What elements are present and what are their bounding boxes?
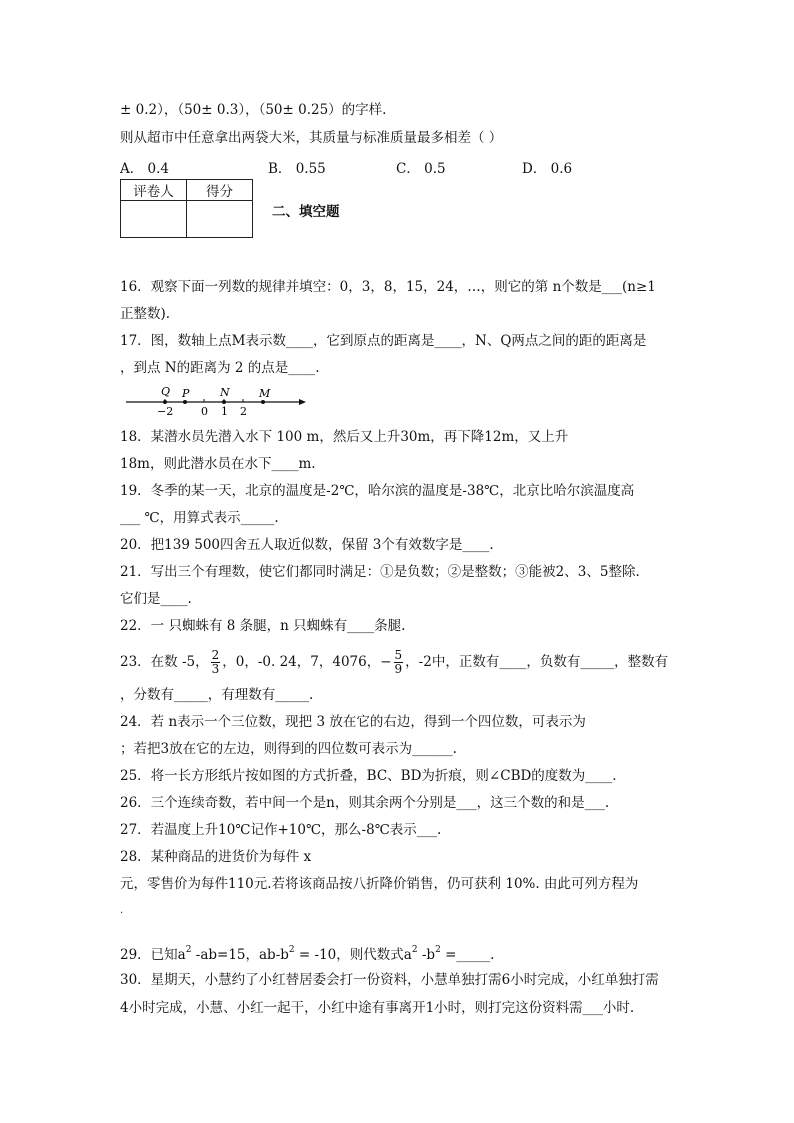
q17-line-2: ，到点 N的距离为 2 的点是____.	[120, 360, 320, 376]
score-table	[120, 179, 253, 238]
q26-line-1: 26．三个连续奇数，若中间一个是n，则其余两个分别是___，这三个数的和是___.	[120, 795, 610, 811]
number-line-figure	[122, 382, 312, 418]
label-p: P	[182, 387, 190, 400]
tick-label-minus-2: −2	[157, 405, 174, 418]
q29-m3: -b	[417, 947, 436, 963]
q29-sup-3: 2	[411, 945, 418, 955]
fraction-1-denominator: 3	[211, 662, 220, 676]
q23-line-2: ，分数有_____，有理数有_____.	[120, 687, 314, 703]
label-n: N	[220, 386, 230, 399]
point-n	[222, 400, 226, 404]
point-p	[183, 400, 187, 404]
number-line-arrow	[299, 399, 306, 405]
q23-mid: ，0，-0. 24，7，4076，−	[222, 654, 392, 670]
label-m: M	[259, 387, 271, 400]
fraction-2-numerator: 5	[394, 648, 403, 662]
section-title: 二、填空题	[272, 204, 340, 220]
point-q	[163, 400, 167, 404]
q18-line-2: 18m，则此潜水员在水下____m.	[120, 456, 316, 472]
fraction-two-thirds	[211, 649, 221, 676]
q20-line-1: 20．把139 500四舍五人取近似数，保留 3个有效数字是____.	[120, 537, 494, 553]
q23-post: ，-2中，正数有____，负数有_____，整数有	[405, 654, 669, 670]
fraction-five-ninths	[394, 649, 404, 676]
q29-pre: 29．已知a	[120, 947, 186, 963]
q19-line-1: 19．冬季的某一天，北京的温度是-2℃，哈尔滨的温度是-38℃，北京比哈尔滨温度高	[120, 483, 635, 499]
q19-line-2: ___ ℃，用算式表示_____.	[120, 510, 279, 526]
line-top-1: ± 0.2），（50± 0.3），（50± 0.25）的字样.	[120, 102, 387, 118]
q27-line-1: 27．若温度上升10℃记作+10℃，那么-8℃表示___.	[120, 822, 442, 838]
score-header-grader: 评卷人	[121, 180, 187, 201]
q29-post: =_____.	[440, 947, 495, 963]
option-b: B． 0.55	[268, 161, 326, 177]
tick-label-0: 0	[201, 405, 208, 418]
q29-m2: = -10，则代数式a	[294, 947, 412, 963]
q28-line-3: .	[120, 905, 124, 916]
q16-line-1: 16．观察下面一列数的规律并填空：0，3，8，15，24，…，则它的第 n个数是___(n≥1	[120, 279, 656, 295]
q30-line-1: 30．星期天，小慧约了小红替居委会打一份资料，小慧单独打需6小时完成，小红单独打需	[120, 972, 659, 988]
q29-m1: -ab=15，ab-b	[191, 947, 289, 963]
fraction-2-denominator: 9	[394, 662, 403, 676]
q18-line-1: 18．某潜水员先潜入水下 100 m，然后又上升30m，再下降12m，又上升	[120, 429, 569, 445]
point-m	[261, 400, 265, 404]
q28-line-2: 元，零售价为每件110元.若将该商品按八折降价销售，仍可获利 10%. 由此可列方程为	[120, 876, 639, 892]
q23-pre: 23．在数 -5，	[120, 654, 209, 670]
fraction-1-numerator: 2	[211, 648, 220, 662]
line-top-2: 则从超市中任意拿出两袋大米，其质量与标准质量最多相差（ ）	[120, 130, 503, 146]
q21-line-1: 21．写出三个有理数，使它们都同时满足：①是负数；②是整数；③能被2、3、5整除.	[120, 564, 640, 580]
q22-line-1: 22．一 只蜘蛛有 8 条腿，n 只蜘蛛有____条腿.	[120, 618, 406, 634]
q29-sup-4: 2	[435, 945, 441, 955]
score-cell-grader	[121, 201, 187, 238]
tick-label-1: 1	[221, 405, 228, 418]
q30-line-2: 4小时完成，小慧、小红一起干，小红中途有事离开1小时，则打完这份资料需___小时.	[120, 1000, 635, 1016]
label-q: Q	[161, 385, 171, 398]
q29-sup-2: 2	[288, 945, 295, 955]
q16-line-2: 正整数).	[120, 306, 171, 322]
q17-line-1: 17．图，数轴上点M表示数____，它到原点的距离是____，N、Q两点之间的距的距离是	[120, 333, 647, 349]
q28-line-1: 28．某种商品的进货价为每件 x	[120, 849, 312, 865]
q23-line-1	[120, 648, 668, 676]
q29-sup-1: 2	[185, 945, 192, 955]
score-cell-score	[187, 201, 253, 238]
option-c: C． 0.5	[396, 161, 446, 177]
option-a: A． 0.4	[120, 161, 170, 177]
q24-line-2: ；若把3放在它的左边，则得到的四位数可表示为______.	[120, 741, 457, 757]
option-d: D． 0.6	[522, 161, 573, 177]
q25-line-1: 25．将一长方形纸片按如图的方式折叠，BC、BD为折痕，则∠CBD的度数为____.	[120, 768, 617, 784]
q24-line-1: 24．若 n表示一个三位数，现把 3 放在它的右边，得到一个四位数，可表示为	[120, 714, 586, 730]
q21-line-2: 它们是____.	[120, 591, 192, 607]
tick-label-2: 2	[240, 405, 247, 418]
q29-line-1	[120, 940, 494, 965]
score-header-score: 得分	[187, 180, 253, 201]
